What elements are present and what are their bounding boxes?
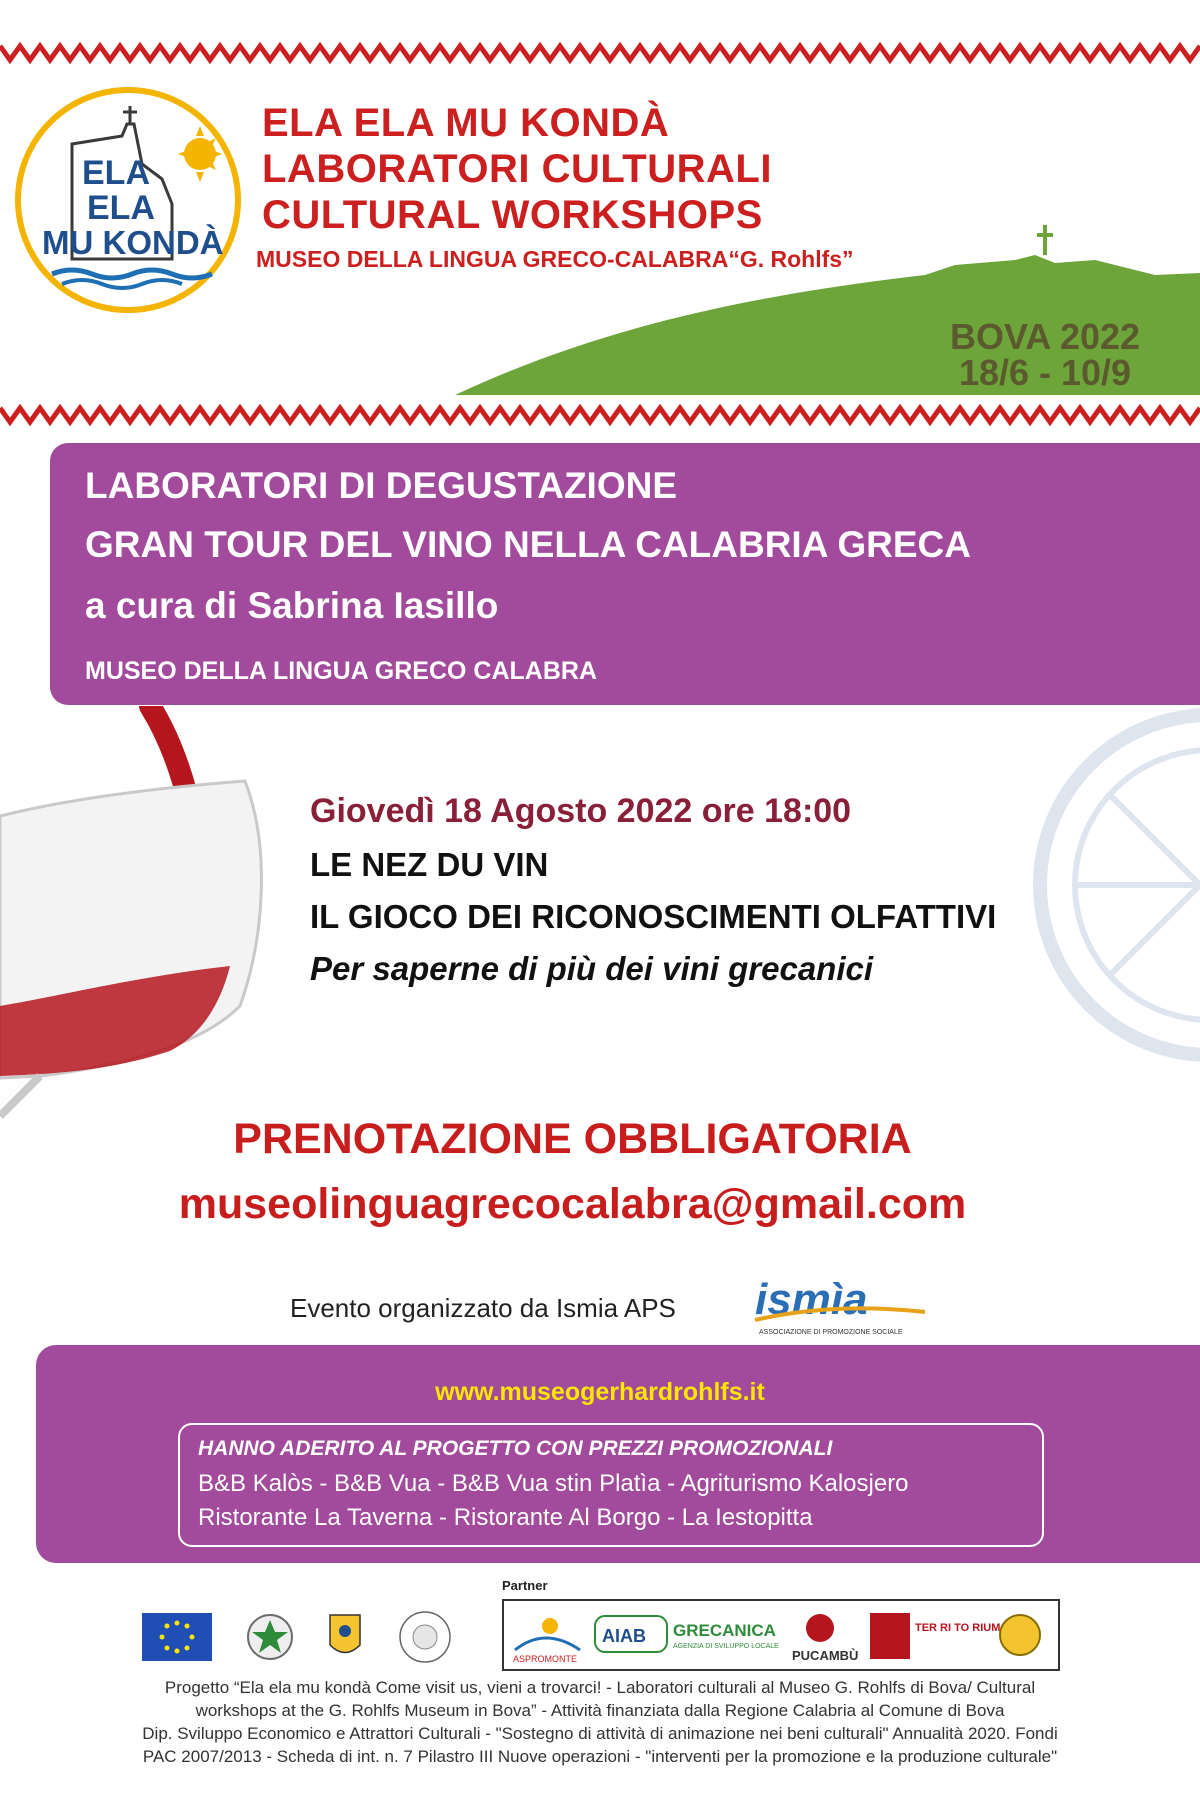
logo-text-2: ELA	[87, 189, 155, 227]
place-year: BOVA 2022	[949, 316, 1141, 357]
gold-seal-icon	[1000, 1615, 1040, 1655]
booking-label: PRENOTAZIONE OBBLIGATORIA	[233, 1115, 912, 1163]
promo-heading: HANNO ADERITO AL PROGETTO CON PREZZI PROMOZIONALI	[198, 1437, 833, 1460]
event-title-1: LE NEZ DU VIN	[310, 846, 549, 883]
footer-line-4: PAC 2007/2013 - Scheda di int. n. 7 Pilastro III Nuove operazioni - "interventi per la promozione e la produzione culturale"	[142, 1747, 1058, 1766]
intro-line-2: GRAN TOUR DEL VINO NELLA CALABRIA GRECA	[85, 524, 971, 565]
ismia-logo	[745, 1272, 935, 1340]
logo-text-1: ELA	[82, 154, 150, 192]
partner-label: Partner	[502, 1578, 548, 1593]
website-link[interactable]: www.museogerhardrohlfs.it	[435, 1378, 765, 1406]
decorative-seal-icon	[1030, 705, 1200, 1065]
territorium-logo-icon	[870, 1613, 910, 1659]
booking-email-link[interactable]: museolinguagrecocalabra@gmail.com	[178, 1180, 967, 1228]
intro-line-4: MUSEO DELLA LINGUA GRECO CALABRA	[85, 657, 598, 685]
event-tagline: Per saperne di più dei vini grecanici	[310, 950, 874, 987]
event-title-2: IL GIOCO DEI RICONOSCIMENTI OLFATTIVI	[310, 898, 997, 935]
logo-icon	[12, 84, 244, 316]
top-zigzag-border	[0, 42, 1200, 64]
organizer-text: Evento organizzato da Ismia APS	[290, 1293, 676, 1323]
partner-name-5: PUCAMBÙ	[792, 1648, 859, 1663]
partners-box	[503, 1600, 1059, 1670]
promo-line-1: B&B Kalòs - B&B Vua - B&B Vua stin Platìa - Agriturismo Kalosjero	[198, 1470, 909, 1497]
intro-line-3: a cura di Sabrina Iasillo	[85, 585, 499, 626]
ismia-logo-subtitle: ASSOCIAZIONE DI PROMOZIONE SOCIALE	[759, 1329, 903, 1336]
bottom-zigzag-border	[0, 404, 1200, 426]
footer-line-1: Progetto “Ela ela mu kondà Come visit us, vieni a trovarci! - Laboratori culturali al Museo G. Rohlfs di Bova/ Cultural	[164, 1678, 1036, 1697]
eu-flag-icon	[142, 1613, 212, 1661]
wine-glass-illustration	[0, 706, 300, 1126]
footer-line-3: Dip. Sviluppo Economico e Attrattori Culturali - "Sostegno di attività di animazione nei beni culturali" Annualità 2020. Fondi	[142, 1724, 1058, 1743]
partner-name-3: GRECANICA	[673, 1621, 776, 1640]
title-line-3: CULTURAL WORKSHOPS	[262, 193, 763, 237]
partner-name-2: AIAB	[602, 1626, 646, 1646]
partner-name-1: ASPROMONTE	[513, 1654, 578, 1664]
partner-name-4: AGENZIA DI SVILUPPO LOCALE	[673, 1643, 779, 1650]
partner-name-6: TER RI TO RIUM	[915, 1622, 1001, 1634]
ismia-logo-text: ismìa	[755, 1275, 868, 1324]
event-date: Giovedì 18 Agosto 2022 ore 18:00	[310, 792, 852, 830]
ismia-logo-icon	[745, 1272, 935, 1340]
sponsor-logos-row	[140, 1598, 1060, 1673]
event-dates: 18/6 - 10/9	[958, 352, 1132, 393]
promo-line-2: Ristorante La Taverna - Ristorante Al Borgo - La Iestopitta	[198, 1504, 813, 1531]
intro-line-1: LABORATORI DI DEGUSTAZIONE	[85, 465, 677, 506]
pucambu-logo-icon	[806, 1614, 834, 1642]
ela-ela-mu-konda-logo	[12, 84, 244, 316]
footer-line-2: workshops at the G. Rohlfs Museum in Bova” - Attività finanziata dalla Regione Calabria al Comune di Bova	[195, 1701, 1005, 1720]
header-subtitle: MUSEO DELLA LINGUA GRECO-CALABRA“G. Rohlfs”	[256, 246, 854, 272]
title-line-1: ELA ELA MU KONDÀ	[262, 101, 670, 145]
logo-text-3: MU KONDÀ	[42, 224, 224, 261]
title-line-2: LABORATORI CULTURALI	[262, 147, 772, 191]
